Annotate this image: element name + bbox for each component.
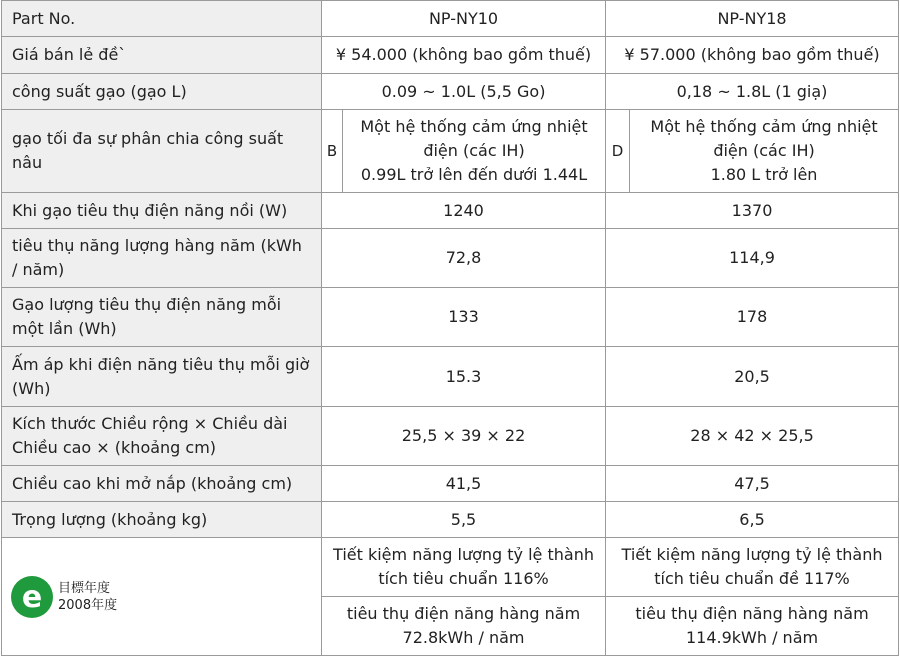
saving-rate-b: Tiết kiệm năng lượng tỷ lệ thành tích tiêu chuẩn đề 117% [606,538,899,597]
price-label: Giá bán lẻ đề` [2,37,322,74]
table-row [2,347,899,407]
table-row [2,37,899,74]
per-cook-b: 178 [606,288,899,347]
capacity-a: 0.09 ~ 1.0L (5,5 Go) [322,74,606,110]
energy-logo-cell [2,538,322,656]
weight-a: 5,5 [322,502,606,538]
power-label: Khi gạo tiêu thụ điện năng nồi (W) [2,193,322,229]
table-row [2,74,899,110]
weight-b: 6,5 [606,502,899,538]
table-row [2,229,899,288]
division-a-line: Một hệ thống cảm ứng nhiệt [360,117,588,136]
division-label: gạo tối đa sự phân chia công suất nâu [2,110,322,193]
annual-b: 114,9 [606,229,899,288]
power-a: 1240 [322,193,606,229]
spec-table [1,0,899,656]
capacity-label: công suất gạo (gạo L) [2,74,322,110]
table-row [2,288,899,347]
division-b-line: Một hệ thống cảm ứng nhiệt [650,117,878,136]
division-b-value [630,110,899,193]
table-row [2,466,899,502]
division-a-value [343,110,606,193]
annual-a: 72,8 [322,229,606,288]
open-height-a: 41,5 [322,466,606,502]
table-row [2,502,899,538]
annual-label: tiêu thụ năng lượng hàng năm (kWh / năm) [2,229,322,288]
annual-consumption-a: tiêu thụ điện năng hàng năm 72.8kWh / năm [322,597,606,656]
division-b-letter: D [606,110,630,193]
model-a-header: NP-NY10 [322,1,606,37]
per-cook-a: 133 [322,288,606,347]
weight-label: Trọng lượng (khoảng kg) [2,502,322,538]
target-year-value: 2008年度 [58,597,118,613]
table-row [2,110,899,193]
division-b-line: điện (các IH) [713,141,815,160]
division-a-line: 0.99L trở lên đến dưới 1.44L [360,165,588,184]
table-row [2,193,899,229]
model-b-header: NP-NY18 [606,1,899,37]
header-label: Part No. [2,1,322,37]
header-row [2,1,899,37]
open-height-b: 47,5 [606,466,899,502]
division-a-letter: B [322,110,343,193]
keep-warm-b: 20,5 [606,347,899,407]
target-year-label: 目標年度 [58,580,111,596]
size-a: 25,5 × 39 × 22 [322,407,606,466]
energy-mark-letter: e [21,579,43,615]
size-b: 28 × 42 × 25,5 [606,407,899,466]
capacity-b: 0,18 ~ 1.8L (1 giạ) [606,74,899,110]
division-b-line: 1.80 L trở lên [710,165,818,184]
power-b: 1370 [606,193,899,229]
annual-consumption-b: tiêu thụ điện năng hàng năm 114.9kWh / năm [606,597,899,656]
size-label: Kích thước Chiều rộng × Chiều dài Chiều cao × (khoảng cm) [2,407,322,466]
keep-warm-label: Ấm áp khi điện năng tiêu thụ mỗi giờ (Wh) [2,347,322,407]
table-row [2,538,899,597]
price-a: ¥ 54.000 (không bao gồm thuế) [322,37,606,74]
price-b: ¥ 57.000 (không bao gồm thuế) [606,37,899,74]
table-row [2,407,899,466]
division-a-line: điện (các IH) [423,141,525,160]
per-cook-label: Gạo lượng tiêu thụ điện năng mỗi một lần (Wh) [2,288,322,347]
keep-warm-a: 15.3 [322,347,606,407]
energy-saving-mark-icon [10,575,54,619]
saving-rate-a: Tiết kiệm năng lượng tỷ lệ thành tích tiêu chuẩn 116% [322,538,606,597]
open-height-label: Chiều cao khi mở nắp (khoảng cm) [2,466,322,502]
